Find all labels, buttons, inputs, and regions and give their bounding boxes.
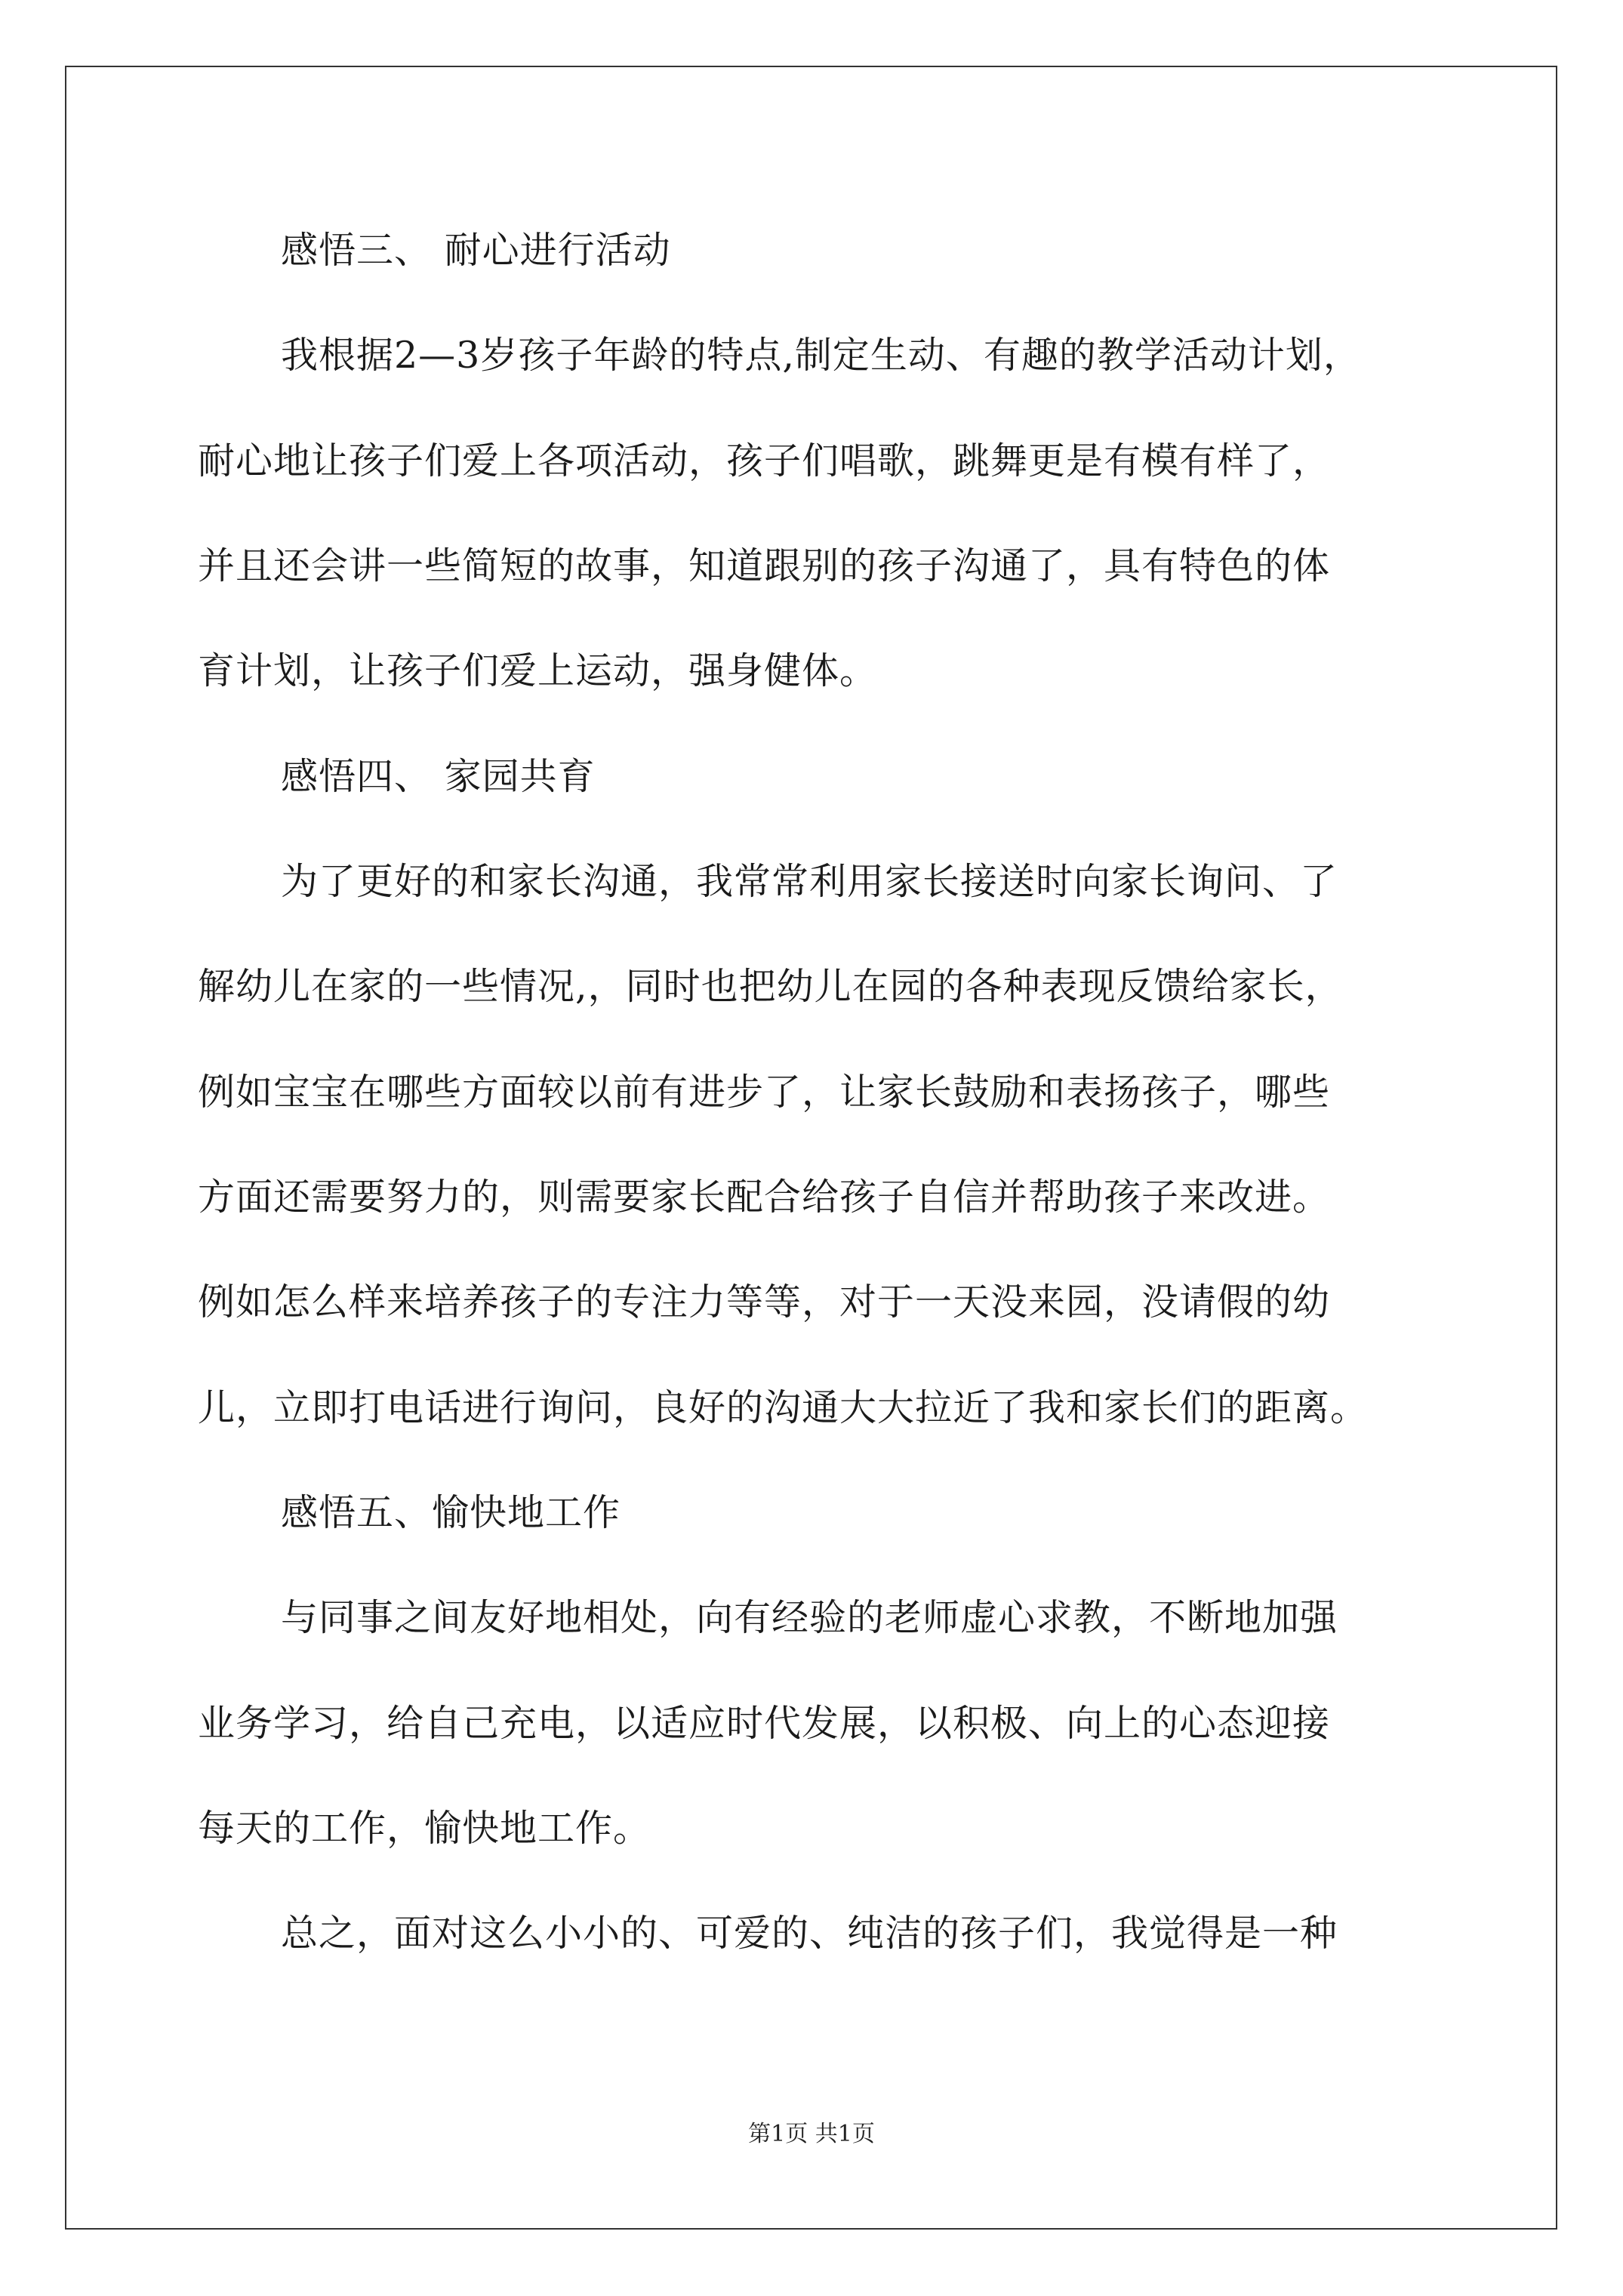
- paragraph-line: 与同事之间友好地相处，向有经验的老师虚心求教，不断地加强: [281, 1596, 1338, 1639]
- paragraph-line: 我根据2—3岁孩子年龄的特点,制定生动、有趣的教学活动计划，: [281, 334, 1361, 377]
- paragraph-line: 业务学习，给自己充电，以适应时代发展，以积极、向上的心态迎接: [198, 1702, 1331, 1745]
- paragraph-line: 解幼儿在家的一些情况,，同时也把幼儿在园的各种表现反馈给家长，: [198, 965, 1343, 1008]
- paragraph-line: 并且还会讲一些简短的故事，知道跟别的孩子沟通了，具有特色的体: [198, 544, 1331, 587]
- paragraph-line: 每天的工作，愉快地工作。: [198, 1807, 651, 1850]
- paragraph-line: 例如宝宝在哪些方面较以前有进步了，让家长鼓励和表扬孩子，哪些: [198, 1071, 1331, 1114]
- heading-insight-four: 感悟四、 家园共育: [281, 755, 596, 798]
- paragraph-line: 耐心地让孩子们爱上各项活动，孩子们唱歌，跳舞更是有模有样了，: [198, 439, 1331, 482]
- heading-insight-three: 感悟三、 耐心进行活动: [281, 229, 671, 272]
- paragraph-line: 例如怎么样来培养孩子的专注力等等，对于一天没来园，没请假的幼: [198, 1281, 1331, 1324]
- page-border: [65, 66, 1557, 2230]
- heading-insight-five: 感悟五、愉快地工作: [281, 1491, 621, 1534]
- page-footer: 第1页 共1页: [748, 2121, 875, 2147]
- paragraph-line: 总之，面对这么小小的、可爱的、纯洁的孩子们，我觉得是一种: [281, 1912, 1338, 1955]
- paragraph-line: 方面还需要努力的，则需要家长配合给孩子自信并帮助孩子来改进。: [198, 1176, 1331, 1219]
- paragraph-line: 儿，立即打电话进行询问，良好的沟通大大拉近了我和家长们的距离。: [198, 1386, 1369, 1429]
- paragraph-line: 育计划，让孩子们爱上运动，强身健体。: [198, 649, 878, 692]
- paragraph-line: 为了更好的和家长沟通，我常常利用家长接送时向家长询问、了: [281, 860, 1338, 903]
